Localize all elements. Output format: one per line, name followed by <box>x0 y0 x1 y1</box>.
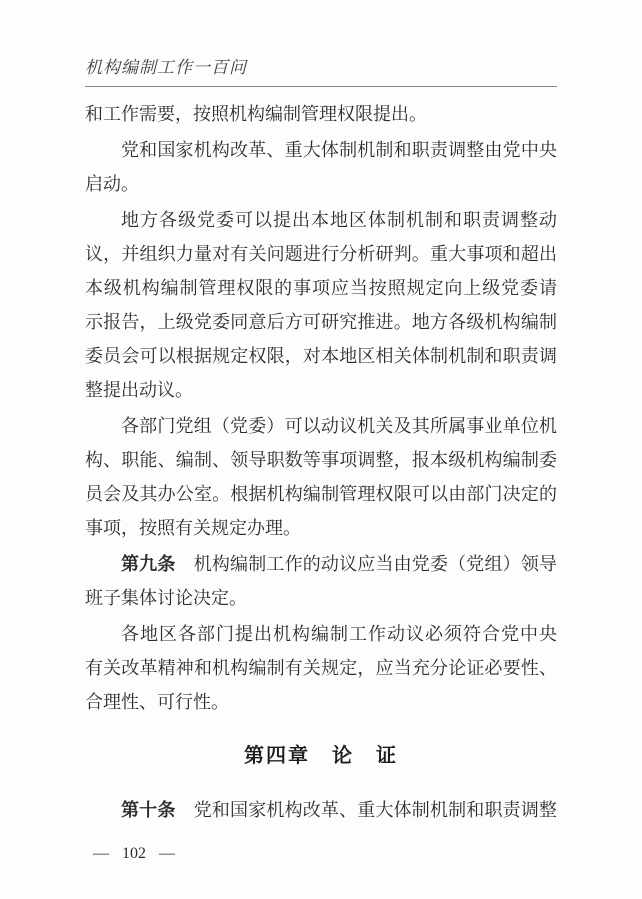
body-paragraphs-after-heading <box>85 793 557 827</box>
text-line: 员会及其办公室。根据机构编制管理权限可以由部门决定的 <box>85 484 557 504</box>
text-line: 有关改革精神和机构编制有关规定，应当充分论证必要性、 <box>85 658 557 678</box>
text-line: 地方各级党委可以提出本地区体制机制和职责调整动 <box>121 210 557 230</box>
article-number: 第十条 <box>121 800 176 820</box>
text-line: 本级机构编制管理权限的事项应当按照规定向上级党委请 <box>85 278 557 298</box>
text-line: 班子集体讨论决定。 <box>85 588 247 608</box>
text-line: 合理性、可行性。 <box>85 692 229 712</box>
paragraph <box>85 547 557 615</box>
text-line: 第十条 党和国家机构改革、重大体制机制和职责调整 <box>121 800 558 820</box>
article-number: 第九条 <box>121 554 176 574</box>
text-line: 各部门党组（党委）可以动议机关及其所属事业单位机 <box>121 416 557 436</box>
text-line: 示报告，上级党委同意后方可研究推进。地方各级机构编制 <box>85 312 557 332</box>
running-head-title: 机构编制工作一百问 <box>85 58 247 77</box>
text-line: 议，并组织力量对有关问题进行分析研判。重大事项和超出 <box>85 244 557 264</box>
paragraph <box>85 793 557 827</box>
paragraph <box>85 203 557 407</box>
paragraph <box>85 97 557 131</box>
text-line: 各地区各部门提出机构编制工作动议必须符合党中央 <box>121 624 557 644</box>
paragraph <box>85 133 557 201</box>
text-line: 构、职能、编制、领导职数等事项调整，报本级机构编制委 <box>85 450 557 470</box>
paragraph <box>85 409 557 545</box>
paragraph <box>85 617 557 719</box>
chapter-heading: 第四章 论 证 <box>244 745 398 767</box>
text-line: 和工作需要，按照机构编制管理权限提出。 <box>85 104 427 124</box>
text-line: 党和国家机构改革、重大体制机制和职责调整由党中央 <box>121 140 557 160</box>
text-line: 事项，按照有关规定办理。 <box>85 518 301 538</box>
header-rule <box>85 86 557 87</box>
text-line: 委员会可以根据规定权限，对本地区相关体制机制和职责调 <box>85 346 557 366</box>
page-number: — 102 — <box>93 845 175 862</box>
text-line: 整提出动议。 <box>85 380 193 400</box>
text-line: 第九条 机构编制工作的动议应当由党委（党组）领导 <box>121 554 558 574</box>
body-paragraphs <box>85 97 557 719</box>
text-line: 启动。 <box>85 174 139 194</box>
document-body <box>85 97 557 827</box>
